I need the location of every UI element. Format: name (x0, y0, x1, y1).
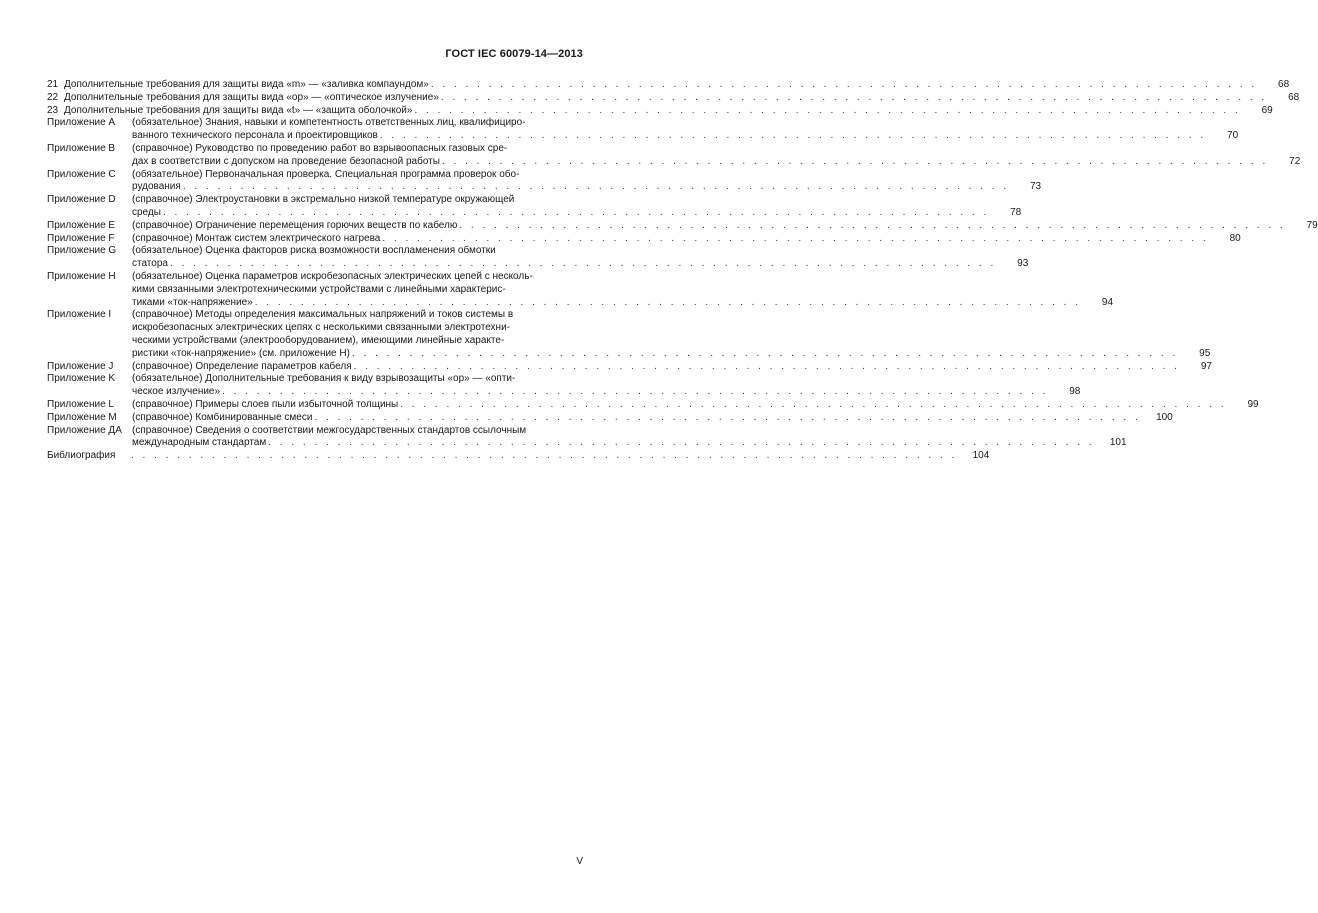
dot-leader: . . . . . . . . . . . . . . . . . . . . . . . . . . . . . . . . . . . . . . . . . . . . . . . . . . . . . . . . . . . . . . . . . . . . . . . . (351, 347, 1179, 359)
toc-entry-label: 21 (47, 79, 59, 90)
toc-entry[interactable] (47, 91, 1300, 105)
toc-entry-label: Приложение I (47, 309, 112, 321)
toc-entry-page: 70 (1227, 130, 1239, 142)
toc-entry-title (132, 232, 1241, 246)
dot-leader: . . . . . . . . . . . . . . . . . . . . . . . . . . . . . . . . . . . . . . . . . . . . . . . . . . . . . . . . . . . . . . . . . . . . . . . . (314, 411, 1141, 423)
toc-entry-text: (справочное) Примеры слоев пыли избыточной толщины (132, 398, 399, 410)
toc-entry-label: Приложение G (47, 245, 117, 257)
toc-entry-line (64, 91, 1300, 105)
toc-entry-label: Приложение C (47, 168, 116, 180)
toc-entry[interactable] (47, 373, 1081, 399)
toc-entry-line: (обязательное) Дополнительные требования к виду взрывозащиты «op» — «опти- (132, 373, 516, 385)
toc-entry-label: 22 (47, 91, 59, 103)
toc-entry-page: 78 (1010, 206, 1022, 218)
toc-entry-page: 68 (1288, 91, 1300, 103)
toc-entry[interactable] (47, 232, 1241, 246)
toc-entry-text: дах в соответствии с допуском на проведение безопасной работы (132, 155, 440, 167)
toc-entry-text: (справочное) Ограничение перемещения горючих веществ по кабелю (132, 219, 458, 231)
dot-leader: . . . . . . . . . . . . . . . . . . . . . . . . . . . . . . . . . . . . . . . . . . . . . . . . . . . . . . . . . . . . . . . . . . . . . . . . (441, 155, 1269, 167)
toc-entry-line: (справочное) Методы определения максимальных напряжений и токов системы в (132, 309, 514, 321)
dot-leader: . . . . . . . . . . . . . . . . . . . . . . . . . . . . . . . . . . . . . . . . . . . . . . . . . . . . . . . . . . . . . . . . . . . . . . . . (182, 181, 1010, 193)
toc-entry-line (64, 79, 1290, 92)
toc-entry-text: международным стандартам (132, 437, 267, 449)
toc-entry-label: Приложение D (47, 194, 116, 206)
toc-entry-page: 73 (1030, 181, 1042, 193)
toc-entry-line: (обязательное) Знания, навыки и компетентность ответственных лиц, квалифициро- (132, 117, 526, 129)
toc-entry-page: 72 (1289, 155, 1301, 167)
toc-entry-label: Приложение B (47, 142, 116, 154)
toc-entry[interactable] (47, 424, 1127, 451)
toc-entry-line: (справочное) Электроустановки в экстремально низкой температуре окружающей (132, 194, 515, 206)
toc-entry-label: Приложение A (47, 117, 116, 129)
toc-entry-text: Дополнительные требования для защиты вида «op» — «оптическое излучение» (64, 91, 439, 103)
dot-leader: . . . . . . . . . . . . . . . . . . . . . . . . . . . . . . . . . . . . . . . . . . . . . . . . . . . . . . . . . . . . . . . . . . . . . . . . (162, 206, 990, 218)
toc-entry-line: (обязательное) Оценка параметров искробезопасных электрических цепей с несколь- (132, 270, 533, 282)
dot-leader: . . . . . . . . . . . . . . . . . . . . . . . . . . . . . . . . . . . . . . . . . . . . . . . . . . . . . . . . . . . . . . . . . . . . . . . . (131, 450, 958, 462)
toc-entry-page: 104 (972, 450, 990, 462)
toc-entry-page: 101 (1109, 437, 1127, 449)
toc-entry-line (132, 206, 1022, 220)
toc-entry-title (132, 117, 1239, 143)
toc-entry-line: (обязательное) Первоначальная проверка. Специальная программа проверок обо- (132, 168, 520, 180)
dot-leader: . . . . . . . . . . . . . . . . . . . . . . . . . . . . . . . . . . . . . . . . . . . . . . . . . . . . . . . . . . . . . . . . . . . . . . . . (440, 91, 1268, 103)
dot-leader: . . . . . . . . . . . . . . . . . . . . . . . . . . . . . . . . . . . . . . . . . . . . . . . . . . . . . . . . . . . . . . . . . . . . . . . . (254, 296, 1082, 308)
toc-entry-text: ческое излучение» (132, 386, 221, 398)
toc-entry-text: ванного технического персонала и проектировщиков (132, 130, 378, 142)
toc-entry-title (132, 194, 1022, 220)
toc-entry-line (64, 104, 1273, 118)
toc-entry-page: 99 (1247, 398, 1259, 410)
dot-leader: . . . . . . . . . . . . . . . . . . . . . . . . . . . . . . . . . . . . . . . . . . . . . . . . . . . . . . . . . . . . . . . . . . . . . . . . (222, 386, 1049, 398)
dot-leader: . . . . . . . . . . . . . . . . . . . . . . . . . . . . . . . . . . . . . . . . . . . . . . . . . . . . . . . . . . . . . . . . . . . . . . . . (382, 232, 1209, 244)
toc-entry[interactable] (47, 117, 1239, 143)
toc-entry[interactable] (47, 360, 1212, 374)
toc-entry-text: (справочное) Определение параметров кабеля (132, 360, 352, 372)
toc-entry-line (132, 232, 1241, 246)
toc-entry-title (132, 373, 1081, 399)
dot-leader: . . . . . . . . . . . . . . . . . . . . . . . . . . . . . . . . . . . . . . . . . . . . . . . . . . . . . . . . . . . . . . . . . . . . . . . . (169, 258, 997, 270)
toc-entry-line: кими связанными электротехническими устройствами с линейными характерис- (132, 283, 506, 295)
toc-entry-page: 98 (1069, 386, 1081, 398)
toc-entry-label: Приложение E (47, 219, 116, 231)
toc-entry-label: Приложение J (47, 360, 114, 372)
toc-entry-page: 79 (1306, 219, 1318, 231)
toc-entry-title (132, 424, 1127, 451)
toc-entry[interactable] (47, 411, 1173, 425)
toc-entry-title (64, 91, 1300, 105)
toc-entry-text: Дополнительные требования для защиты вида «m» — «заливка компаундом» (64, 79, 429, 90)
toc-entry-line (132, 181, 1042, 194)
toc-entry[interactable] (47, 270, 1114, 309)
dot-leader: . . . . . . . . . . . . . . . . . . . . . . . . . . . . . . . . . . . . . . . . . . . . . . . . . . . . . . . . . . . . . . . . . . . . . . . . (459, 219, 1286, 231)
toc-entry-page: 94 (1101, 296, 1114, 308)
toc-entry-title (132, 360, 1212, 374)
dot-leader: . . . . . . . . . . . . . . . . . . . . . . . . . . . . . . . . . . . . . . . . . . . . . . . . . . . . . . . . . . . . . . . . . . . . . . . . (268, 437, 1095, 449)
toc-entry-text: ристики «ток-напряжение» (см. приложение H) (132, 347, 350, 359)
toc-entry-page: 97 (1200, 360, 1212, 372)
document-header: ГОСТ IEC 60079-14—2013 (445, 48, 583, 60)
toc-entry-label: Приложение M (47, 411, 117, 423)
dot-leader: . . . . . . . . . . . . . . . . . . . . . . . . . . . . . . . . . . . . . . . . . . . . . . . . . . . . . . . . . . . . . . . . . . . . . . . . (414, 104, 1241, 116)
toc-entry-line (132, 411, 1173, 425)
toc-entry-line: (справочное) Руководство по проведению работ во взрывоопасных газовых сре- (132, 142, 508, 154)
page-number: V (576, 856, 583, 867)
toc-entry-line (132, 155, 1301, 169)
toc-entry-title (132, 398, 1259, 412)
toc-entry-line (132, 296, 1114, 310)
toc-entry-title (132, 270, 1114, 309)
toc-entry-line: (справочное) Сведения о соответствии межгосударственных стандартов ссылочным (132, 424, 527, 436)
toc-entry-page: 69 (1261, 104, 1273, 116)
toc-entry-page: 93 (1017, 258, 1029, 270)
toc-entry-label: Библиография (47, 450, 116, 462)
toc-entry-title (132, 245, 1029, 271)
toc-entry-page: 95 (1199, 347, 1211, 359)
toc-entry-line (132, 347, 1211, 361)
toc-entry-page: 80 (1229, 232, 1241, 244)
toc-entry-title (132, 411, 1173, 425)
toc-entry-title (132, 168, 1042, 195)
toc-entry-text: тиками «ток-напряжение» (132, 296, 253, 308)
dot-leader: . . . . . . . . . . . . . . . . . . . . . . . . . . . . . . . . . . . . . . . . . . . . . . . . . . . . . . . . . . . . . . . . . . . . . . . . (379, 130, 1207, 142)
toc-entry-title (132, 309, 1211, 360)
dot-leader: . . . . . . . . . . . . . . . . . . . . . . . . . . . . . . . . . . . . . . . . . . . . . . . . . . . . . . . . . . . . . . . . . . . . . . . . (353, 360, 1180, 372)
toc-entry-text: (справочное) Комбинированные смеси (132, 411, 313, 423)
toc-entry-label: Приложение K (47, 373, 116, 385)
dot-leader: . . . . . . . . . . . . . . . . . . . . . . . . . . . . . . . . . . . . . . . . . . . . . . . . . . . . . . . . . . . . . . . . . . . . . . . . (430, 79, 1258, 90)
table-of-contents (47, 79, 1318, 463)
toc-entry-text: статора (132, 258, 168, 270)
toc-entry[interactable] (47, 450, 990, 463)
toc-entry-label: Приложение H (47, 270, 116, 282)
toc-entry-line (132, 219, 1318, 233)
toc-entry-page: 68 (1278, 79, 1290, 90)
toc-entry-text: Дополнительные требования для защиты вида «t» — «защита оболочкой» (64, 104, 413, 116)
toc-entry-title (132, 219, 1318, 233)
toc-entry[interactable] (47, 142, 1301, 169)
toc-entry-label: 23 (47, 104, 59, 116)
toc-entry-line (129, 450, 990, 463)
toc-entry-label: Приложение ДА (47, 424, 122, 436)
toc-entry[interactable] (47, 245, 1029, 271)
toc-entry-label: Приложение L (47, 398, 114, 410)
toc-entry-line (132, 437, 1127, 450)
toc-entry-text: (справочное) Монтаж систем электрического нагрева (132, 232, 381, 244)
toc-entry[interactable] (47, 398, 1259, 412)
toc-entry-title (64, 79, 1290, 92)
toc-entry-page: 100 (1156, 411, 1173, 423)
toc-entry-text: рудования (132, 181, 181, 193)
toc-entry-line (132, 130, 1239, 143)
toc-entry[interactable] (47, 168, 1042, 195)
toc-entry[interactable] (47, 219, 1318, 233)
toc-entry-label: Приложение F (47, 232, 115, 244)
toc-entry-line (132, 398, 1259, 412)
toc-entry-title (129, 450, 990, 463)
toc-entry[interactable] (47, 79, 1290, 92)
toc-entry-line (132, 360, 1212, 374)
toc-entry-line (132, 258, 1029, 271)
toc-entry[interactable] (47, 194, 1022, 220)
toc-entry[interactable] (47, 309, 1211, 360)
toc-entry-line: ческими устройствами (электрооборудованием), имеющими линейные характе- (132, 334, 505, 346)
toc-entry-line: искробезопасных электрических цепях с несколькими связанными электротехни- (132, 322, 510, 334)
toc-entry-line: (обязательное) Оценка факторов риска возможности воспламенения обмотки (132, 245, 496, 257)
toc-entry[interactable] (47, 104, 1273, 118)
toc-entry-title (64, 104, 1273, 118)
toc-entry-line (132, 386, 1081, 399)
toc-entry-text: среды (132, 206, 161, 218)
dot-leader: . . . . . . . . . . . . . . . . . . . . . . . . . . . . . . . . . . . . . . . . . . . . . . . . . . . . . . . . . . . . . . . . . . . . . . . . (400, 398, 1227, 410)
toc-entry-title (132, 142, 1301, 169)
